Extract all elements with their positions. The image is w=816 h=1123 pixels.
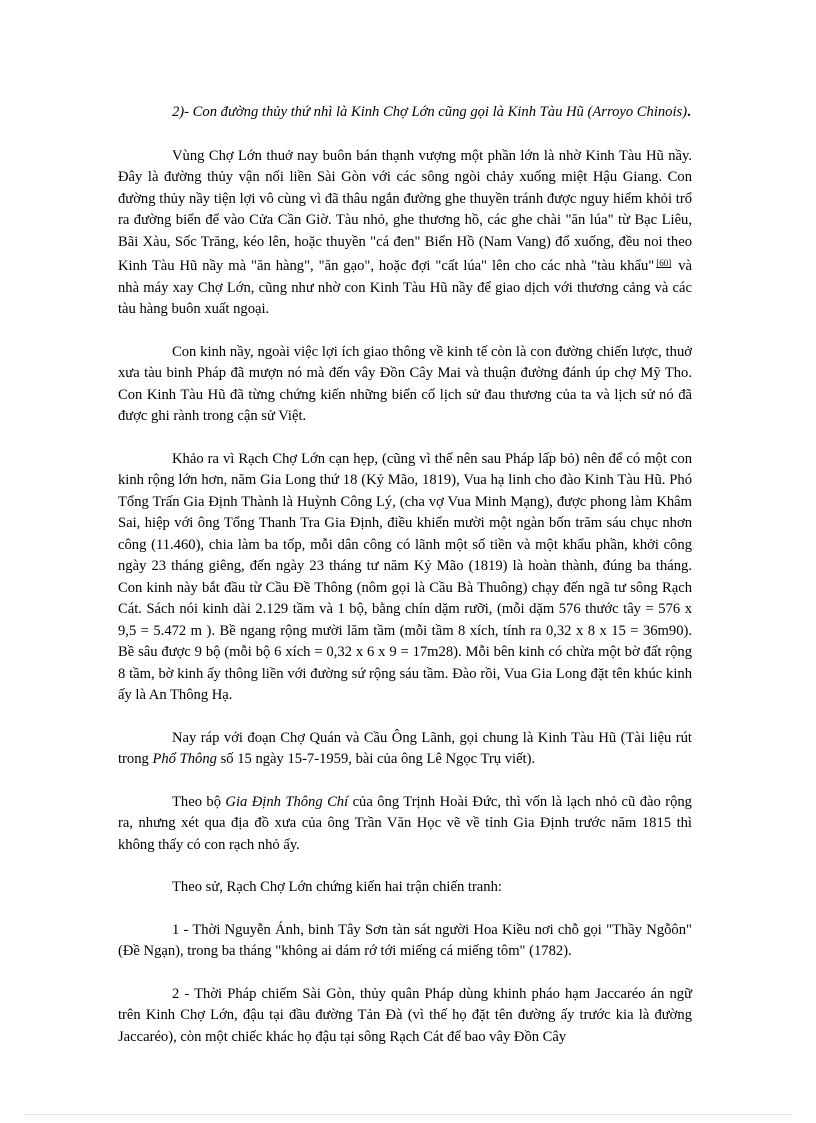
footnote-link[interactable]: [60] (656, 258, 672, 268)
paragraph-8: 2 - Thời Pháp chiếm Sài Gòn, thủy quân Pháp dùng khinh pháo hạm Jaccaréo án ngữ trên Kinh Chợ Lớn, đậu tại đầu đường Tản Đà (vì thế họ đặt tên đường ấy trước kia là đường Jaccaréo), còn một chiếc khác họ đậu tại sông Rạch Cát để bao vây Đồn Cây (118, 985, 692, 1045)
section-heading-end: . (687, 104, 691, 120)
paragraph-4 (118, 728, 692, 771)
paragraph-7: 1 - Thời Nguyễn Ánh, binh Tây Sơn tàn sát người Hoa Kiều nơi chỗ gọi "Thầy Ngỗôn" (Đề Ngạn), trong ba tháng "không ai dám rớ tới miếng cá miếng tôm" (1782). (118, 921, 692, 959)
paragraph-4-part-b: số 15 ngày 15-7-1959, bài của ông Lê Ngọc Trụ viết). (216, 751, 536, 767)
paragraph-6: Theo sử, Rạch Chợ Lớn chứng kiến hai trận chiến tranh: (172, 879, 502, 895)
paragraph-1-part-a: Vùng Chợ Lớn thuở nay buôn bán thạnh vượng một phần lớn là nhờ Kinh Tàu Hũ nầy. Đây là đường thủy vận nối liền Sài Gòn với các sông ngòi chảy xuống miệt Hậu Giang. Con đường thủy nầy tiện lợi vô cùng vì đã thâu ngắn đường ghe thuyền tránh được nguy hiểm khỏi trổ ra đường biển để vào Cửa Cần Giờ. Tàu nhỏ, ghe thương hồ, các ghe chài "ăn lúa" từ Bạc Liêu, Bãi Xàu, Sốc Trăng, kéo lên, hoặc thuyền "cá đen" Biển Hồ (Nam Vang) đổ xuống, đều noi theo Kinh Tàu Hũ nầy mà "ăn hàng", "ăn gạo", hoặc đợi "cất lúa" lên cho các nhà "tàu khẩu" (118, 147, 692, 274)
section-heading-text: 2)- Con đường thủy thứ nhì là Kinh Chợ Lớn cũng gọi là Kinh Tàu Hũ (Arroyo Chinois) (172, 104, 688, 120)
page-footer-divider (25, 1114, 791, 1115)
document-page (118, 102, 692, 1069)
paragraph-4-part-a: Nay ráp với đoạn Chợ Quán và Cầu Ông Lãnh, gọi chung là Kinh Tàu Hũ (Tài liệu rút trong (118, 729, 692, 767)
paragraph-5-part-b: của ông Trịnh Hoài Đức, thì vốn là lạch nhỏ cũ đào rộng ra, nhưng xét qua địa đồ xưa của ông Trần Văn Học vẽ về tỉnh Gia Định trước năm 1815 thì không thấy có con rạch nhỏ ấy. (118, 793, 692, 853)
paragraph-1-part-b: và nhà máy xay Chợ Lớn, cũng như nhờ con Kinh Tàu Hũ nầy để giao dịch với thương cảng và các tàu hàng buôn xuất ngoại. (118, 258, 692, 317)
paragraph-2: Con kinh nầy, ngoài việc lợi ích giao thông về kinh tế còn là con đường chiến lược, thuở xưa tàu binh Pháp đã mượn nó mà đến vây Đồn Cây Mai và thuận đường đánh úp chợ Mỹ Tho. Con Kinh Tàu Hũ đã từng chứng kiến những biến cố lịch sử đau thương của ta và lịch sử nó đã được ghi rành trong cận sử Việt. (118, 343, 692, 424)
paragraph-5-italic: Gia Định Thông Chí (225, 793, 349, 810)
section-heading (118, 102, 692, 124)
paragraph-5-part-a: Theo bộ (172, 793, 226, 810)
paragraph-5 (118, 792, 692, 857)
paragraph-3: Khảo ra vì Rạch Chợ Lớn cạn hẹp, (cũng vì thế nên sau Pháp lấp bỏ) nên để có một con kinh rộng lớn hơn, năm Gia Long thứ 18 (Kỷ Mão, 1819), Vua hạ linh cho đào Kinh Tàu Hũ. Phó Tổng Trấn Gia Định Thành là Huỳnh Công Lý, (cha vợ Vua Minh Mạng), được phong làm Khâm Sai, hiệp với ông Tổng Thanh Tra Gia Định, điều khiển mười một ngàn bốn trăm sáu chục nhơn công (11.460), chia làm ba tốp, mỗi dân công có lãnh một số tiền và một khẩu phần, khởi công ngày 23 tháng giêng, đến ngày 23 tháng tư năm Kỷ Mão (1819) là hoàn thành, đúng ba tháng. Con kinh này bắt đầu từ Cầu Đề Thông (nôm gọi là Cầu Bà Thuông) chạy đến ngã tư sông Rạch Cát. Sách nói kinh dài 2.129 tầm và 1 bộ, bằng chín dặm rưỡi, (mỗi dặm 576 thước tây = 576 x 9,5 = 5.472 m ). Bề ngang rộng mười lăm tầm (mỗi tầm 8 xích, tính ra 0,32 x 8 x 15 = 36m90). Bề sâu được 9 bộ (mỗi bộ 6 xích = 0,32 x 6 x 9 = 17m28). Mỗi bên kinh có chừa một bờ đất rộng 8 tầm, bờ kinh ấy thông liền với đường sứ rộng sáu tầm. Đào rồi, Vua Gia Long đặt tên khúc kinh ấy là An Thông Hạ. (118, 450, 692, 703)
paragraph-1 (118, 146, 692, 321)
paragraph-4-italic: Phổ Thông (152, 751, 217, 767)
